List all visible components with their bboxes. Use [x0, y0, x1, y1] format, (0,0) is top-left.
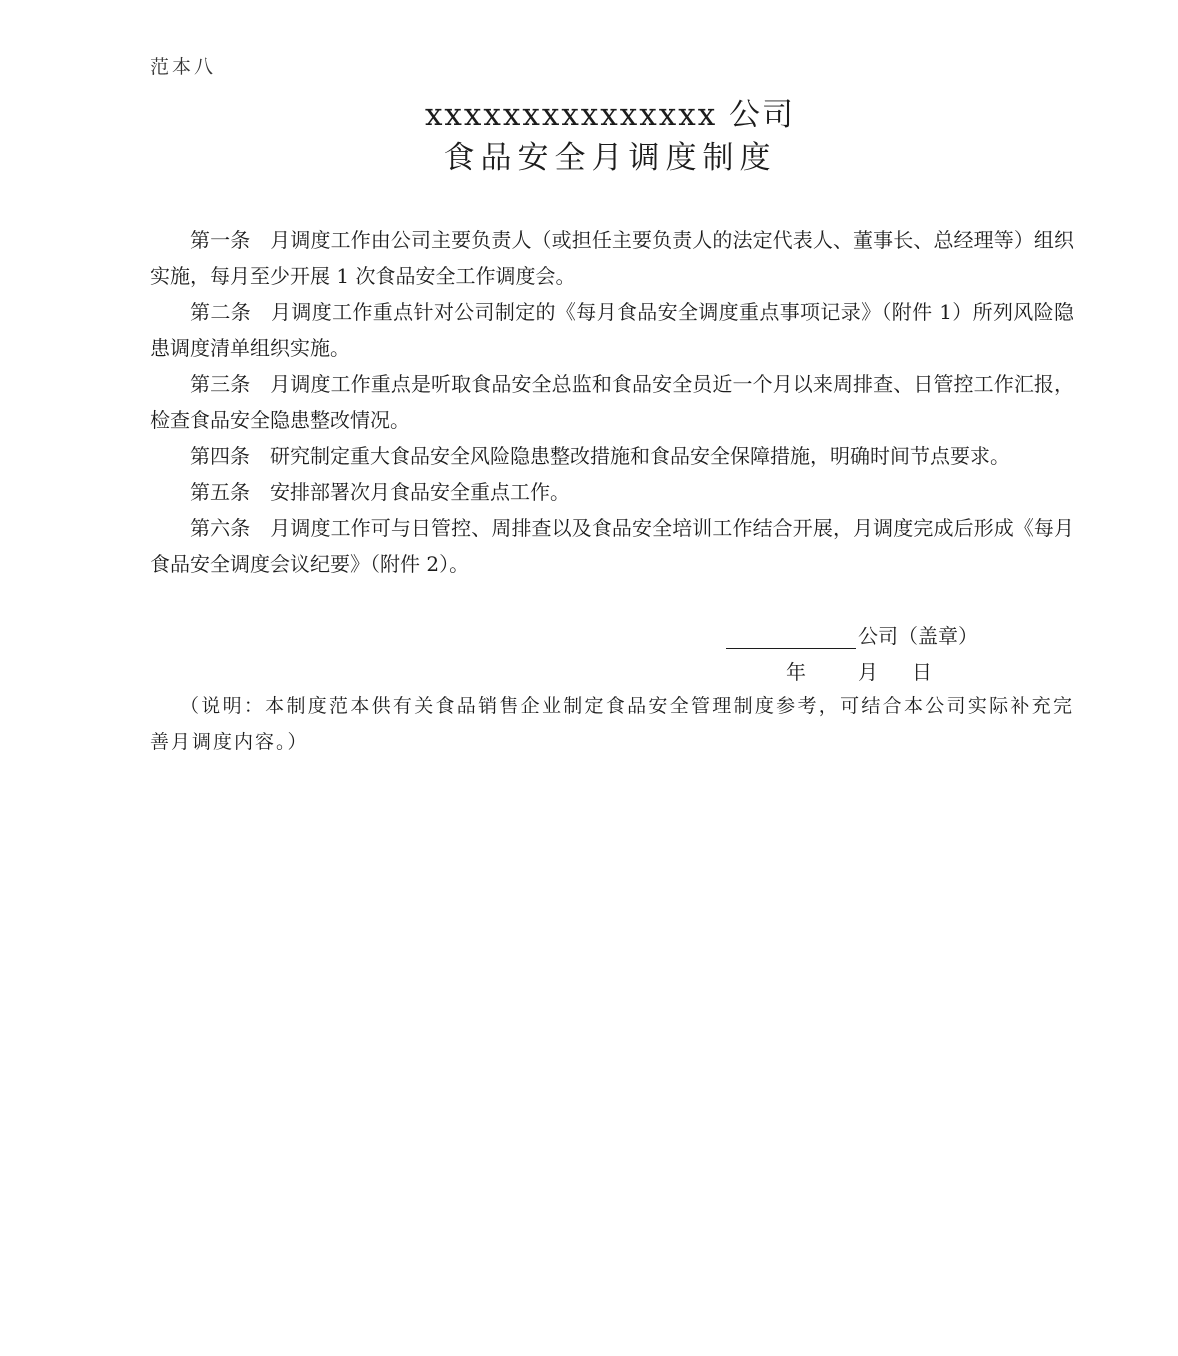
- article-number: 第一条: [190, 228, 251, 252]
- article-text: 月调度工作重点针对公司制定的《每月食品安全调度重点事项记录》（附件 1）所列风险隐患调度清单组织实施。: [150, 300, 1074, 360]
- article-text: 月调度工作可与日管控、周排查以及食品安全培训工作结合开展，月调度完成后形成《每月食品安全调度会议纪要》（附件 2）。: [150, 516, 1075, 576]
- article-number: 第五条: [190, 480, 250, 504]
- article-text: 月调度工作重点是听取食品安全总监和食品安全员近一个月以来周排查、日管控工作汇报，检查食品安全隐患整改情况。: [150, 372, 1075, 432]
- date-month-label: 月: [858, 660, 878, 684]
- document-title-company: xxxxxxxxxxxxxxx 公司: [424, 97, 796, 133]
- article-number: 第六条: [190, 516, 251, 540]
- article-6: [150, 510, 1074, 582]
- document-title: 食品安全月调度制度: [443, 140, 777, 176]
- article-number: 第四条: [190, 444, 250, 468]
- explanatory-note: （说明：本制度范本供有关食品销售企业制定食品安全管理制度参考，可结合本公司实际补充完善月调度内容。）: [150, 695, 1074, 753]
- article-text: 研究制定重大食品安全风险隐患整改措施和食品安全保障措施，明确时间节点要求。: [270, 444, 1010, 468]
- article-3: [150, 366, 1074, 438]
- template-label: 范本八: [150, 56, 217, 78]
- article-1: [150, 222, 1074, 294]
- company-name-blank: [726, 626, 856, 649]
- article-text: 安排部署次月食品安全重点工作。: [270, 480, 570, 504]
- article-number: 第二条: [190, 300, 252, 324]
- article-number: 第三条: [190, 372, 251, 396]
- article-4: [150, 438, 1074, 474]
- signature-company: [726, 620, 978, 649]
- article-text: 月调度工作由公司主要负责人（或担任主要负责人的法定代表人、董事长、总经理等）组织实施，每月至少开展 1 次食品安全工作调度会。: [150, 228, 1075, 288]
- company-seal-label: 公司（盖章）: [858, 624, 978, 648]
- date-day-label: 日: [912, 660, 932, 684]
- article-5: [150, 474, 1074, 510]
- article-2: [150, 294, 1074, 366]
- articles-body: [150, 222, 1074, 582]
- signature-date: [786, 656, 932, 685]
- date-year-label: 年: [786, 660, 806, 684]
